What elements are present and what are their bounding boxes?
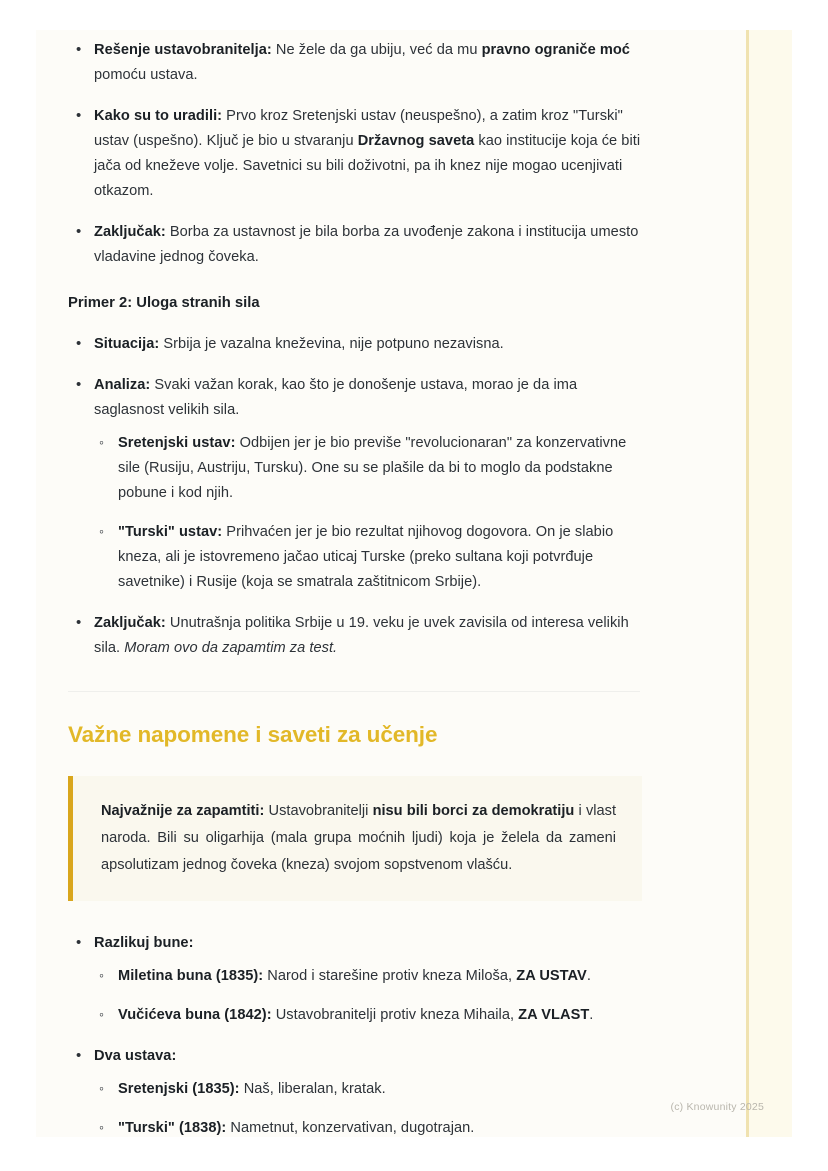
list-item-lead: Dva ustava: bbox=[94, 1048, 177, 1064]
subheading-primer-2: Primer 2: Uloga stranih sila bbox=[68, 295, 260, 311]
text-run: Srbija je vazalna kneževina, nije potpuno nezavisna. bbox=[159, 336, 504, 352]
list-item-lead: Zaključak: bbox=[94, 615, 166, 631]
list-item bbox=[68, 931, 648, 1028]
document-sheet bbox=[36, 30, 792, 1137]
decorative-edge-strip bbox=[746, 30, 792, 1137]
text-run: i vlast naroda. Bili su oligarhija (mala grupa moćnih ljudi) koja je želela da zameni apsolutizam jednog čoveka (kneza) svojom sopstvenom vlašću. bbox=[101, 803, 617, 873]
list-item-lead: Kako su to uradili: bbox=[94, 108, 223, 124]
sub-list-item bbox=[94, 431, 648, 506]
text-run: Prvo kroz Sretenjski ustav (neuspešno), a zatim kroz "Turski" ustav (uspešno). Ključ je bio u stvaranju bbox=[94, 108, 623, 149]
nested-list bbox=[94, 964, 648, 1028]
list-item-lead: Situacija: bbox=[94, 336, 160, 352]
emphasis-bold: ZA VLAST bbox=[518, 1007, 590, 1023]
text-run: Nametnut, konzervativan, dugotrajan. bbox=[226, 1120, 475, 1136]
list-item-lead: Razlikuj bune: bbox=[94, 935, 194, 951]
emphasis-bold: ZA USTAV bbox=[516, 968, 587, 984]
list-item-lead: Rešenje ustavobranitelja: bbox=[94, 42, 272, 58]
top-bullet-list bbox=[68, 38, 648, 270]
callout-text bbox=[101, 798, 616, 879]
text-run: . bbox=[586, 968, 591, 984]
emphasis-bold: Državnog saveta bbox=[357, 133, 475, 149]
emphasis-bold: Najvažnije za zapamtiti: bbox=[101, 803, 265, 819]
text-run: Odbijen jer je bio previše "revolucionaran" za konzervativne sile (Rusiju, Austriju, Tursku). One su se plašile da bi to moglo da podstakne pobune i kod njih. bbox=[118, 435, 627, 501]
second-bullet-list bbox=[68, 332, 648, 661]
list-item bbox=[68, 220, 648, 270]
text-run: Ustavobranitelji protiv kneza Mihaila, bbox=[271, 1007, 519, 1023]
list-item bbox=[68, 38, 648, 88]
text-run: kao institucije koja će biti jača od kneževe volje. Savetnici su bili doživotni, pa ih knez nije mogao ucenjivati otkazom. bbox=[94, 133, 641, 199]
document-content bbox=[68, 38, 648, 1157]
callout-box bbox=[68, 776, 642, 901]
list-item-lead: Miletina buna (1835): bbox=[118, 968, 264, 984]
emphasis-bold: nisu bili borci za demokratiju bbox=[372, 803, 575, 819]
list-item-lead: Zaključak: bbox=[94, 224, 166, 240]
text-run: Naš, liberalan, kratak. bbox=[239, 1081, 386, 1097]
section-divider bbox=[68, 691, 640, 692]
list-item-lead: Sretenjski ustav: bbox=[118, 435, 236, 451]
section-heading-vazne-napomene: Važne napomene i saveti za učenje bbox=[68, 722, 438, 747]
sub-list-item bbox=[94, 1003, 648, 1028]
text-run: Unutrašnja politika Srbije u 19. veku je uvek zavisila od interesa velikih sila. bbox=[94, 615, 629, 656]
emphasis-bold: pravno ograniče moć bbox=[481, 42, 630, 58]
list-item-lead: "Turski" (1838): bbox=[118, 1120, 227, 1136]
text-run: Ne žele da ga ubiju, već da mu bbox=[271, 42, 482, 58]
text-run: Ustavobranitelji bbox=[264, 803, 373, 819]
list-item-lead: Sretenjski (1835): bbox=[118, 1081, 240, 1097]
sub-list-item bbox=[94, 964, 648, 989]
text-run: pomoću ustava. bbox=[94, 67, 198, 83]
text-run: Narod i starešine protiv kneza Miloša, bbox=[263, 968, 517, 984]
list-item-lead: Vučićeva buna (1842): bbox=[118, 1007, 272, 1023]
list-item bbox=[68, 373, 648, 595]
list-item bbox=[68, 1044, 648, 1141]
list-item bbox=[68, 104, 648, 204]
text-run: Prihvaćen jer je bio rezultat njihovog dogovora. On je slabio kneza, ali je istovremeno jačao uticaj Turske (preko sultana koji potvrđuje savetnike) i Rusije (koja se smatrala zaštitnicom Srbije). bbox=[118, 524, 614, 590]
text-run: Svaki važan korak, kao što je donošenje ustava, morao je da ima saglasnost velikih sila. bbox=[94, 377, 578, 418]
sub-list-item bbox=[94, 1077, 648, 1102]
list-item-lead: Analiza: bbox=[94, 377, 151, 393]
text-run: Borba za ustavnost je bila borba za uvođenje zakona i institucija umesto vladavine jednog čoveka. bbox=[94, 224, 639, 265]
list-item-lead: "Turski" ustav: bbox=[118, 524, 223, 540]
nested-list bbox=[94, 1077, 648, 1141]
list-item bbox=[68, 332, 648, 357]
bottom-bullet-list bbox=[68, 931, 648, 1141]
copyright-watermark: (c) Knowunity 2025 bbox=[670, 1101, 764, 1113]
list-item bbox=[68, 611, 648, 661]
sub-list-item bbox=[94, 1116, 648, 1141]
emphasis-italic: Moram ovo da zapamtim za test. bbox=[124, 640, 338, 656]
nested-list bbox=[94, 431, 648, 595]
text-run: . bbox=[589, 1007, 594, 1023]
sub-list-item bbox=[94, 520, 648, 595]
